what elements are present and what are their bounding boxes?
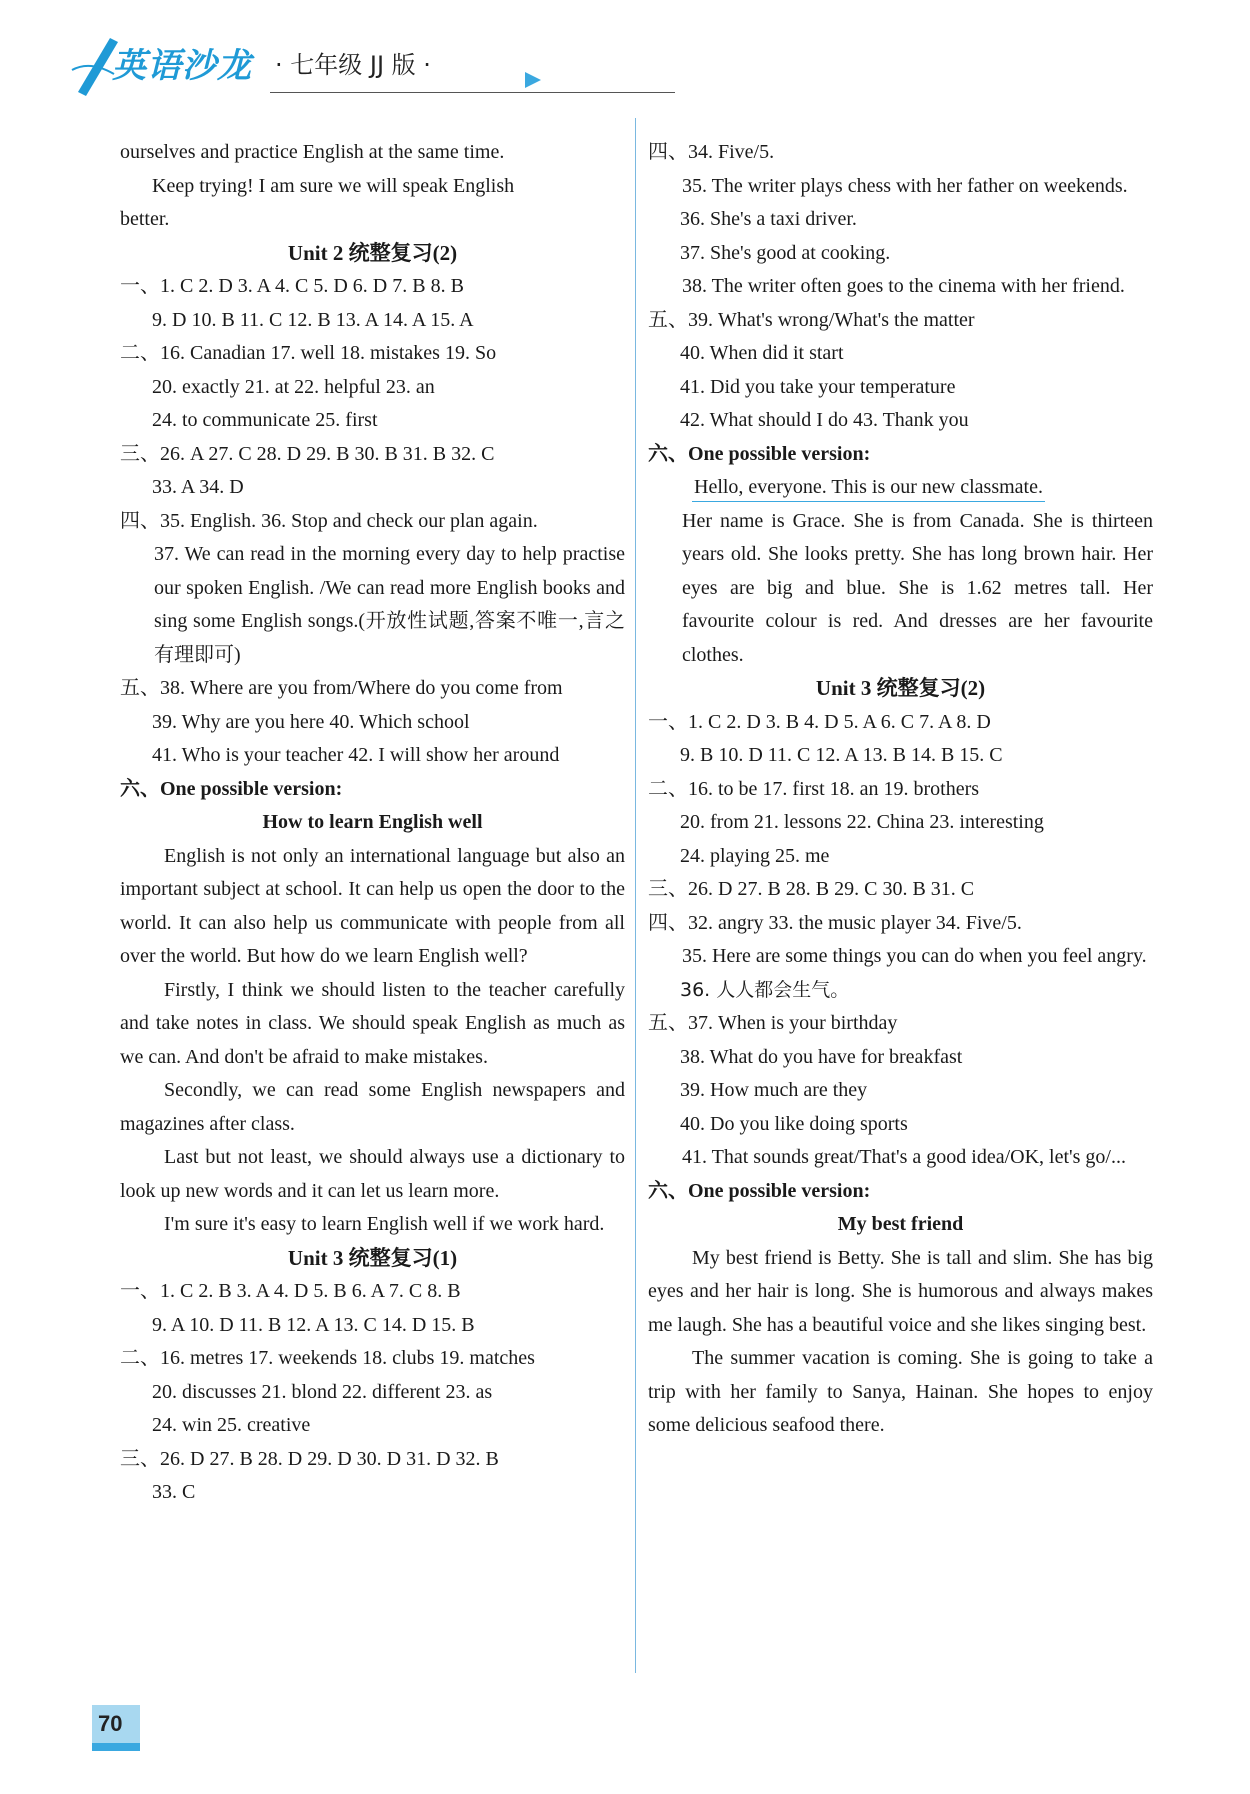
text-line: Keep trying! I am sure we will speak English	[152, 174, 515, 197]
version-label: 六、One possible version:	[120, 777, 343, 800]
answer-line: 39. Why are you here 40. Which school	[152, 710, 470, 733]
answer-line: 39. How much are they	[680, 1079, 868, 1101]
answer-line: 二、16. to be 17. first 18. an 19. brothers	[648, 777, 980, 800]
text-line: ourselves and practice English at the same time.	[120, 141, 505, 163]
answer-line: 五、38. Where are you from/Where do you come from	[120, 677, 563, 699]
answer-line: 9. D 10. B 11. C 12. B 13. A 14. A 15. A	[152, 308, 474, 331]
essay-title: How to learn English well	[262, 811, 483, 833]
answer-paragraph: 38. The writer often goes to the cinema with her friend.	[682, 275, 1125, 297]
page-number-bar	[92, 1743, 140, 1751]
section-heading: Unit 3 统整复习(1)	[287, 1245, 458, 1270]
essay-title: My best friend	[837, 1213, 964, 1235]
answer-line: 一、1. C 2. D 3. A 4. C 5. D 6. D 7. B 8. B	[120, 275, 464, 297]
answer-line: 三、26. A 27. C 28. D 29. B 30. B 31. B 32. C	[120, 442, 495, 465]
answer-line: 四、32. angry 33. the music player 34. Five/5.	[648, 911, 1022, 934]
answer-line: 20. exactly 21. at 22. helpful 23. an	[152, 375, 435, 398]
version-label: 六、One possible version:	[648, 442, 871, 465]
answer-line: 五、39. What's wrong/What's the matter	[648, 308, 975, 331]
triangle-icon	[525, 72, 541, 88]
page-header	[70, 20, 620, 100]
brand-title: 英语沙龙	[112, 46, 252, 86]
column-divider	[635, 118, 636, 1673]
section-heading: Unit 3 统整复习(2)	[815, 676, 986, 700]
answer-line: 41. Who is your teacher 42. I will show her around	[152, 744, 560, 766]
answer-line: 38. What do you have for breakfast	[680, 1045, 963, 1068]
page-number-badge	[92, 1705, 140, 1751]
answer-line: 37. She's good at cooking.	[680, 241, 891, 264]
right-column	[648, 136, 1153, 1443]
answer-line: 9. A 10. D 11. B 12. A 13. C 14. D 15. B	[152, 1313, 475, 1336]
answer-paragraph: 35. Here are some things you can do when you feel angry.	[682, 945, 1147, 967]
grade-label: · 七年级 JJ 版 ·	[275, 51, 431, 79]
answer-line: 36. 人人都会生气。	[680, 978, 850, 1001]
answer-line: 33. C	[152, 1481, 196, 1503]
essay-paragraph: English is not only an international language but also an important subject at school. It can help us open the door to the world. It can also help us communicate with people from all over the world. But how do we learn English well?	[120, 844, 625, 967]
answer-line: 四、35. English. 36. Stop and check our plan again.	[120, 509, 538, 532]
answer-line: 20. discusses 21. blond 22. different 23. as	[152, 1380, 493, 1403]
answer-line: 33. A 34. D	[152, 476, 244, 498]
essay-paragraph: Last but not least, we should always use a dictionary to look up new words and it can let us learn more.	[120, 1146, 625, 1202]
essay-paragraph: Her name is Grace. She is from Canada. She is thirteen years old. She looks pretty. She has long brown hair. Her eyes are big and blue. She is 1.62 metres tall. Her favourite colour is red. And dresses are her favourite clothes.	[682, 509, 1153, 666]
answer-line: 三、26. D 27. B 28. B 29. C 30. B 31. C	[648, 878, 975, 900]
answer-line: 24. playing 25. me	[680, 844, 830, 867]
answer-paragraph: 37. We can read in the morning every day to help practise our spoken English. /We can read more English books and sing some English songs.(开放性试题,答案不唯一,言之有理即可)	[154, 543, 625, 666]
answer-line: 42. What should I do 43. Thank you	[680, 409, 969, 431]
answer-line: 三、26. D 27. B 28. D 29. D 30. D 31. D 32. B	[120, 1447, 499, 1470]
answer-line: 一、1. C 2. B 3. A 4. D 5. B 6. A 7. C 8. B	[120, 1280, 461, 1302]
answer-line: 二、16. metres 17. weekends 18. clubs 19. matches	[120, 1347, 535, 1369]
answer-line: 9. B 10. D 11. C 12. A 13. B 14. B 15. C	[680, 744, 1003, 766]
version-label: 六、One possible version:	[648, 1179, 871, 1202]
essay-paragraph: I'm sure it's easy to learn English well if we work hard.	[164, 1213, 605, 1235]
answer-paragraph: 35. The writer plays chess with her father on weekends.	[682, 174, 1128, 197]
answer-line: 40. Do you like doing sports	[680, 1112, 908, 1135]
answer-paragraph: 41. That sounds great/That's a good idea/OK, let's go/...	[682, 1146, 1126, 1168]
answer-line: 四、34. Five/5.	[648, 141, 775, 163]
essay-paragraph: My best friend is Betty. She is tall and slim. She has big eyes and her hair is long. She is humorous and always makes me laugh. She has a beautiful voice and she likes singing best.	[648, 1246, 1153, 1336]
page-number: 70	[98, 1711, 123, 1736]
answer-line: 一、1. C 2. D 3. B 4. D 5. A 6. C 7. A 8. D	[648, 710, 991, 733]
answer-line: 24. to communicate 25. first	[152, 409, 378, 431]
answer-line: 36. She's a taxi driver.	[680, 208, 857, 230]
answer-line: 二、16. Canadian 17. well 18. mistakes 19. So	[120, 342, 497, 364]
text-line: better.	[120, 208, 170, 230]
answer-line: 24. win 25. creative	[152, 1414, 311, 1436]
answer-line: 41. Did you take your temperature	[680, 375, 956, 398]
section-heading: Unit 2 统整复习(2)	[287, 240, 458, 265]
essay-paragraph: Firstly, I think we should listen to the teacher carefully and take notes in class. We should speak English as much as we can. And don't be afraid to make mistakes.	[120, 978, 625, 1068]
left-column	[120, 136, 625, 1510]
header-rule	[270, 92, 675, 93]
answer-line: 40. When did it start	[680, 342, 844, 364]
essay-paragraph: Secondly, we can read some English newspapers and magazines after class.	[120, 1079, 625, 1135]
answer-line: 五、37. When is your birthday	[648, 1012, 898, 1034]
answer-line: 20. from 21. lessons 22. China 23. interesting	[680, 811, 1044, 833]
essay-paragraph: The summer vacation is coming. She is going to take a trip with her family to Sanya, Hainan. She hopes to enjoy some delicious seafood there.	[648, 1347, 1153, 1436]
underlined-sentence: Hello, everyone. This is our new classmate.	[692, 473, 1045, 502]
